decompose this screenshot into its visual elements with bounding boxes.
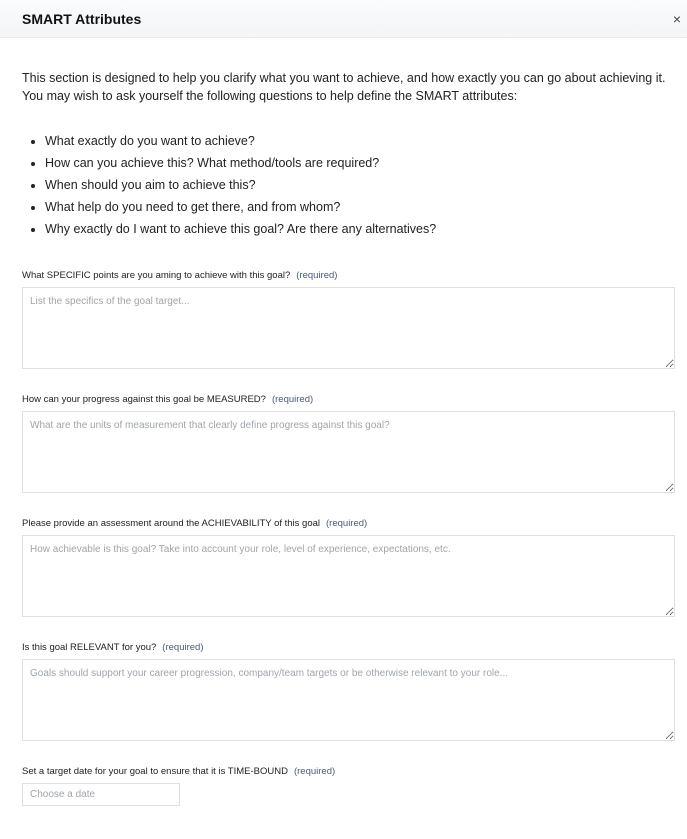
specific-textarea[interactable] <box>22 287 675 369</box>
label-text: How can your progress against this goal be MEASURED? <box>22 394 266 405</box>
list-item: • When should you aim to achieve this? <box>45 174 436 196</box>
question-list <box>45 130 436 240</box>
achievable-label <box>22 518 367 529</box>
measured-textarea[interactable] <box>22 411 675 493</box>
required-tag: (required) <box>271 394 314 405</box>
close-icon[interactable]: × <box>672 11 681 27</box>
label-text: Set a target date for your goal to ensure that it is TIME-BOUND <box>22 766 288 777</box>
required-tag: (required) <box>296 270 338 281</box>
relevant-label <box>22 642 203 653</box>
required-tag: (required) <box>293 766 336 777</box>
list-item: • What exactly do you want to achieve? <box>45 130 436 152</box>
required-tag: (required) <box>326 518 368 529</box>
dialog-header <box>0 0 687 38</box>
intro-text: This section is designed to help you clarify what you want to achieve, and how exactly you can go about achieving it. You may wish to ask yourself the following questions to help define the SMART attributes: <box>22 71 666 103</box>
date-input[interactable] <box>22 783 180 806</box>
label-text: Is this goal RELEVANT for you? <box>22 642 157 653</box>
time-bound-label <box>22 766 335 777</box>
dialog-title: SMART Attributes <box>22 10 142 27</box>
achievable-textarea[interactable] <box>22 535 675 617</box>
list-item: • What help do you need to get there, and from whom? <box>45 196 436 218</box>
relevant-textarea[interactable] <box>22 659 675 741</box>
measured-label <box>22 394 313 405</box>
label-text: Please provide an assessment around the ACHIEVABILITY of this goal <box>22 518 321 529</box>
label-text: What SPECIFIC points are you aming to achieve with this goal? <box>22 270 291 281</box>
required-tag: (required) <box>162 642 204 653</box>
list-item: • Why exactly do I want to achieve this goal? Are there any alternatives? <box>45 218 436 240</box>
specific-label <box>22 270 337 281</box>
list-item: • How can you achieve this? What method/tools are required? <box>45 152 436 174</box>
